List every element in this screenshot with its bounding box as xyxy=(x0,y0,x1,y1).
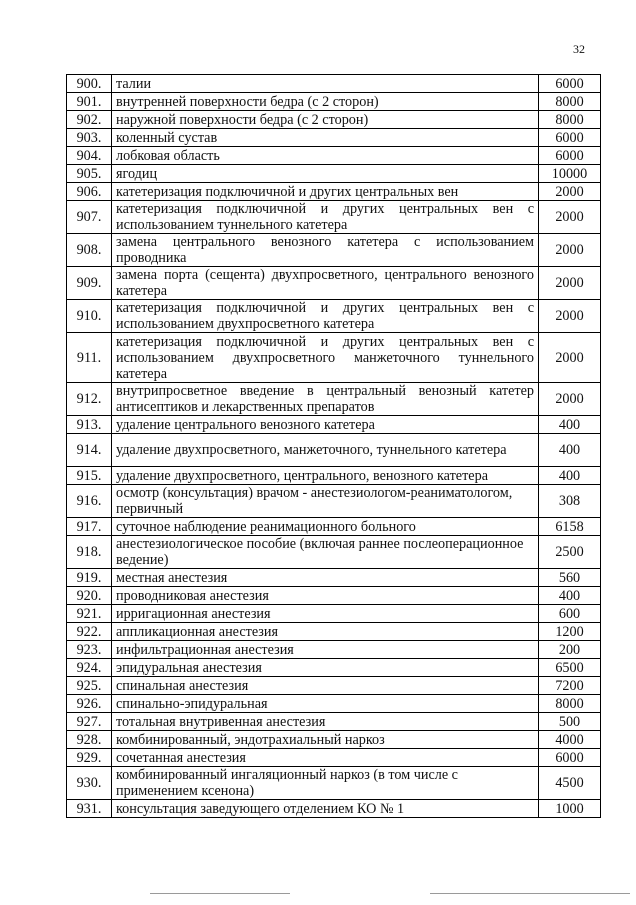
service-price: 1200 xyxy=(539,623,601,641)
service-price: 6000 xyxy=(539,129,601,147)
table-row xyxy=(67,267,601,300)
service-price: 500 xyxy=(539,713,601,731)
table-row xyxy=(67,605,601,623)
service-description: коленный сустав xyxy=(112,129,539,147)
row-number: 929. xyxy=(67,749,112,767)
row-number: 923. xyxy=(67,641,112,659)
table-row xyxy=(67,300,601,333)
table-row xyxy=(67,623,601,641)
service-description: катетеризация подключичной и других центральных вен с использованием двухпросветного катетера xyxy=(112,300,539,333)
table-row xyxy=(67,695,601,713)
service-price: 6000 xyxy=(539,75,601,93)
service-price: 7200 xyxy=(539,677,601,695)
service-description: осмотр (консультация) врачом - анестезиологом-реаниматологом, первичный xyxy=(112,485,539,518)
service-price: 10000 xyxy=(539,165,601,183)
table-row xyxy=(67,111,601,129)
service-price: 560 xyxy=(539,569,601,587)
service-description: консультация заведующего отделением КО № 1 xyxy=(112,800,539,818)
row-number: 905. xyxy=(67,165,112,183)
service-description: комбинированный, эндотрахиальный наркоз xyxy=(112,731,539,749)
service-price: 200 xyxy=(539,641,601,659)
service-price: 1000 xyxy=(539,800,601,818)
row-number: 903. xyxy=(67,129,112,147)
service-price: 400 xyxy=(539,416,601,434)
row-number: 902. xyxy=(67,111,112,129)
service-description: наружной поверхности бедра (с 2 сторон) xyxy=(112,111,539,129)
service-description: замена порта (сещента) двухпросветного, центрального венозного катетера xyxy=(112,267,539,300)
table-row xyxy=(67,713,601,731)
row-number: 926. xyxy=(67,695,112,713)
table-row xyxy=(67,800,601,818)
service-description: лобковая область xyxy=(112,147,539,165)
service-description: ирригационная анестезия xyxy=(112,605,539,623)
service-price: 2000 xyxy=(539,300,601,333)
service-description: комбинированный ингаляционный наркоз (в том числе с применением ксенона) xyxy=(112,767,539,800)
row-number: 920. xyxy=(67,587,112,605)
price-table xyxy=(66,74,601,818)
service-price: 8000 xyxy=(539,695,601,713)
table-row xyxy=(67,749,601,767)
service-description: удаление двухпросветного, манжеточного, туннельного катетера xyxy=(112,434,539,467)
service-price: 2000 xyxy=(539,333,601,383)
service-description: проводниковая анестезия xyxy=(112,587,539,605)
service-description: замена центрального венозного катетера с использованием проводника xyxy=(112,234,539,267)
table-row xyxy=(67,234,601,267)
service-price: 2000 xyxy=(539,234,601,267)
row-number: 909. xyxy=(67,267,112,300)
service-description: катетеризация подключичной и других центральных вен с использованием двухпросветного манжеточного туннельного катетера xyxy=(112,333,539,383)
row-number: 916. xyxy=(67,485,112,518)
row-number: 927. xyxy=(67,713,112,731)
table-row xyxy=(67,731,601,749)
service-description: суточное наблюдение реанимационного больного xyxy=(112,518,539,536)
service-price: 4000 xyxy=(539,731,601,749)
service-price: 400 xyxy=(539,434,601,467)
table-row xyxy=(67,383,601,416)
row-number: 900. xyxy=(67,75,112,93)
row-number: 906. xyxy=(67,183,112,201)
service-price: 8000 xyxy=(539,111,601,129)
row-number: 917. xyxy=(67,518,112,536)
price-table-body xyxy=(67,75,601,818)
page-number: 32 xyxy=(573,42,585,56)
table-row xyxy=(67,93,601,111)
service-price: 2000 xyxy=(539,201,601,234)
service-price: 400 xyxy=(539,587,601,605)
table-row xyxy=(67,416,601,434)
service-description: тотальная внутривенная анестезия xyxy=(112,713,539,731)
scan-artifact-line xyxy=(430,893,630,894)
service-description: эпидуральная анестезия xyxy=(112,659,539,677)
service-description: удаление центрального венозного катетера xyxy=(112,416,539,434)
service-price: 6000 xyxy=(539,147,601,165)
row-number: 930. xyxy=(67,767,112,800)
row-number: 921. xyxy=(67,605,112,623)
service-description: анестезиологическое пособие (включая раннее послеоперационное ведение) xyxy=(112,536,539,569)
service-description: спинальная анестезия xyxy=(112,677,539,695)
row-number: 908. xyxy=(67,234,112,267)
row-number: 925. xyxy=(67,677,112,695)
row-number: 914. xyxy=(67,434,112,467)
service-description: внутренней поверхности бедра (с 2 сторон) xyxy=(112,93,539,111)
service-price: 2500 xyxy=(539,536,601,569)
table-row xyxy=(67,201,601,234)
row-number: 911. xyxy=(67,333,112,383)
table-row xyxy=(67,467,601,485)
table-row xyxy=(67,333,601,383)
service-price: 600 xyxy=(539,605,601,623)
table-row xyxy=(67,767,601,800)
table-row xyxy=(67,536,601,569)
service-description: внутрипросветное введение в центральный венозный катетер антисептиков и лекарственных препаратов xyxy=(112,383,539,416)
row-number: 913. xyxy=(67,416,112,434)
row-number: 924. xyxy=(67,659,112,677)
row-number: 931. xyxy=(67,800,112,818)
table-row xyxy=(67,518,601,536)
service-price: 6158 xyxy=(539,518,601,536)
table-row xyxy=(67,183,601,201)
service-price: 2000 xyxy=(539,267,601,300)
service-price: 8000 xyxy=(539,93,601,111)
row-number: 907. xyxy=(67,201,112,234)
service-price: 6000 xyxy=(539,749,601,767)
table-row xyxy=(67,129,601,147)
row-number: 912. xyxy=(67,383,112,416)
table-row xyxy=(67,569,601,587)
scan-artifact-line xyxy=(150,893,290,894)
row-number: 928. xyxy=(67,731,112,749)
service-price: 2000 xyxy=(539,383,601,416)
row-number: 904. xyxy=(67,147,112,165)
row-number: 922. xyxy=(67,623,112,641)
service-description: катетеризация подключичной и других центральных вен xyxy=(112,183,539,201)
table-row xyxy=(67,147,601,165)
service-price: 2000 xyxy=(539,183,601,201)
service-description: катетеризация подключичной и других центральных вен с использованием туннельного катетера xyxy=(112,201,539,234)
row-number: 919. xyxy=(67,569,112,587)
service-description: инфильтрационная анестезия xyxy=(112,641,539,659)
service-description: спинально-эпидуральная xyxy=(112,695,539,713)
service-description: ягодиц xyxy=(112,165,539,183)
row-number: 915. xyxy=(67,467,112,485)
table-row xyxy=(67,485,601,518)
table-row xyxy=(67,641,601,659)
service-price: 4500 xyxy=(539,767,601,800)
table-row xyxy=(67,434,601,467)
service-description: сочетанная анестезия xyxy=(112,749,539,767)
row-number: 910. xyxy=(67,300,112,333)
service-description: местная анестезия xyxy=(112,569,539,587)
table-row xyxy=(67,75,601,93)
service-description: талии xyxy=(112,75,539,93)
service-description: аппликационная анестезия xyxy=(112,623,539,641)
service-price: 400 xyxy=(539,467,601,485)
table-row xyxy=(67,165,601,183)
row-number: 901. xyxy=(67,93,112,111)
table-row xyxy=(67,677,601,695)
table-row xyxy=(67,587,601,605)
row-number: 918. xyxy=(67,536,112,569)
table-row xyxy=(67,659,601,677)
service-description: удаление двухпросветного, центрального, венозного катетера xyxy=(112,467,539,485)
service-price: 308 xyxy=(539,485,601,518)
service-price: 6500 xyxy=(539,659,601,677)
